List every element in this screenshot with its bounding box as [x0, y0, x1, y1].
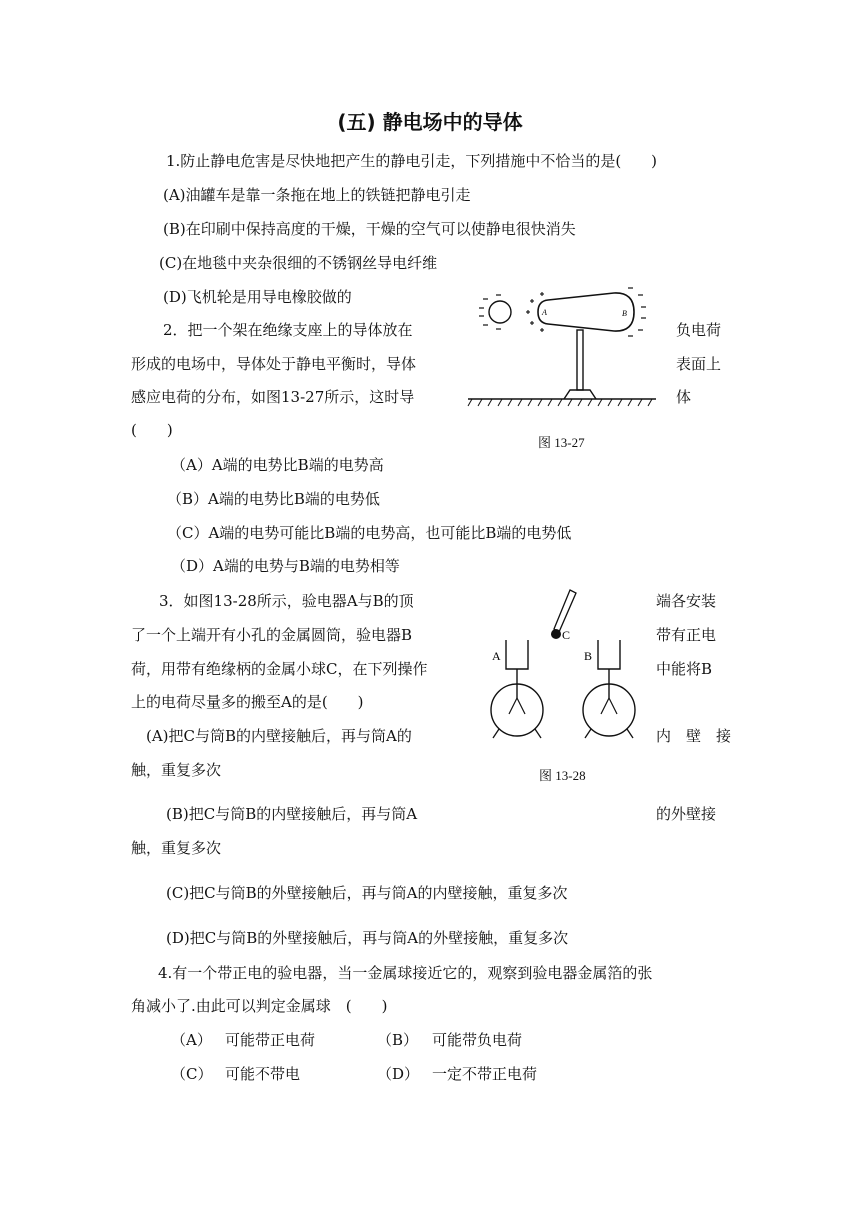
q3-option-b-line-1: (B)把C与筒B的内壁接触后，再与筒A	[166, 805, 418, 823]
fig28-label-a: A	[492, 649, 501, 663]
figure-13-27-caption: 图 13-27	[538, 435, 585, 450]
figure-13-27	[464, 285, 660, 413]
figure-13-28-caption: 图 13-28	[539, 768, 586, 783]
q4-option-a-key: （A）	[171, 1031, 212, 1049]
q1-option-b: (B)在印刷中保持高度的干燥，干燥的空气可以使静电很快消失	[163, 220, 576, 238]
fig27-label-b: B	[622, 309, 627, 318]
q3-option-a-line-2: 触，重复多次	[131, 761, 222, 779]
q3-option-d: (D)把C与筒B的外壁接触后，再与筒A的外壁接触，重复多次	[166, 929, 569, 947]
q3-line-3: 荷，用带有绝缘柄的金属小球C，在下列操作	[131, 660, 428, 678]
q1-option-d: (D)飞机轮是用导电橡胶做的	[163, 288, 352, 306]
q4-option-c-key: （C）	[171, 1065, 213, 1083]
q3-line-2: 了一个上端开有小孔的金属圆筒，验电器B	[131, 626, 413, 644]
q4-option-b-text: 可能带负电荷	[432, 1031, 523, 1049]
q1-option-a: (A)油罐车是靠一条拖在地上的铁链把静电引走	[163, 186, 471, 204]
q3-line-4: 上的电荷尽量多的搬至A的是( )	[131, 693, 364, 711]
q4-line-2: 角减小了.由此可以判定金属球 ( )	[131, 997, 388, 1015]
q3-line-3-right: 中能将B	[656, 660, 713, 678]
q2-option-c: （C）A端的电势可能比B端的电势高，也可能比B端的电势低	[167, 524, 572, 542]
q2-option-d: （D）A端的电势与B端的电势相等	[171, 557, 400, 575]
q2-line-4: ( )	[131, 421, 173, 439]
q2-option-a: （A）A端的电势比B端的电势高	[171, 456, 384, 474]
fig28-label-c: C	[562, 628, 571, 642]
q4-option-b-key: （B）	[377, 1031, 419, 1049]
q3-option-b-line-2: 触，重复多次	[131, 839, 222, 857]
q1-option-c: (C)在地毯中夹杂很细的不锈钢丝导电纤维	[159, 254, 438, 272]
q2-line-3: 感应电荷的分布，如图13-27所示，这时导	[131, 388, 415, 406]
q3-line-2-right: 带有正电	[656, 626, 717, 644]
fig28-label-b: B	[584, 649, 593, 663]
q3-option-c: (C)把C与筒B的外壁接触后，再与筒A的内壁接触，重复多次	[166, 884, 568, 902]
q3-option-a-line-1: (A)把C与筒B的内壁接触后，再与筒A的	[146, 727, 412, 745]
q2-line-2-right: 表面上	[676, 355, 722, 373]
fig27-label-a: A	[542, 308, 547, 317]
q4-option-a-text: 可能带正电荷	[225, 1031, 316, 1049]
q2-line-3-right: 体	[676, 388, 692, 406]
q4-option-d-key: （D）	[377, 1065, 420, 1083]
q4-option-d-text: 一定不带正电荷	[432, 1065, 538, 1083]
q3-line-1-right: 端各安装	[656, 592, 717, 610]
q1-stem: 1.防止静电危害是尽快地把产生的静电引走，下列措施中不恰当的是( )	[166, 152, 658, 170]
q4-option-c-text: 可能不带电	[225, 1065, 301, 1083]
figure-13-28	[486, 588, 636, 748]
q3-option-a-line-1-right: 内 壁 接	[656, 727, 732, 745]
page-title: (五) 静电场中的导体	[337, 110, 523, 134]
q4-line-1: 4.有一个带正电的验电器，当一金属球接近它的，观察到验电器金属箔的张	[158, 964, 653, 982]
q2-line-1: 2．把一个架在绝缘支座上的导体放在	[163, 321, 413, 339]
q3-option-b-line-1-right: 的外壁接	[656, 805, 717, 823]
q2-line-1-right: 负电荷	[676, 321, 722, 339]
q2-option-b: （B）A端的电势比B端的电势低	[167, 490, 380, 508]
q2-line-2: 形成的电场中，导体处于静电平衡时，导体	[131, 355, 417, 373]
q3-line-1: 3．如图13-28所示，验电器A与B的顶	[159, 592, 414, 610]
